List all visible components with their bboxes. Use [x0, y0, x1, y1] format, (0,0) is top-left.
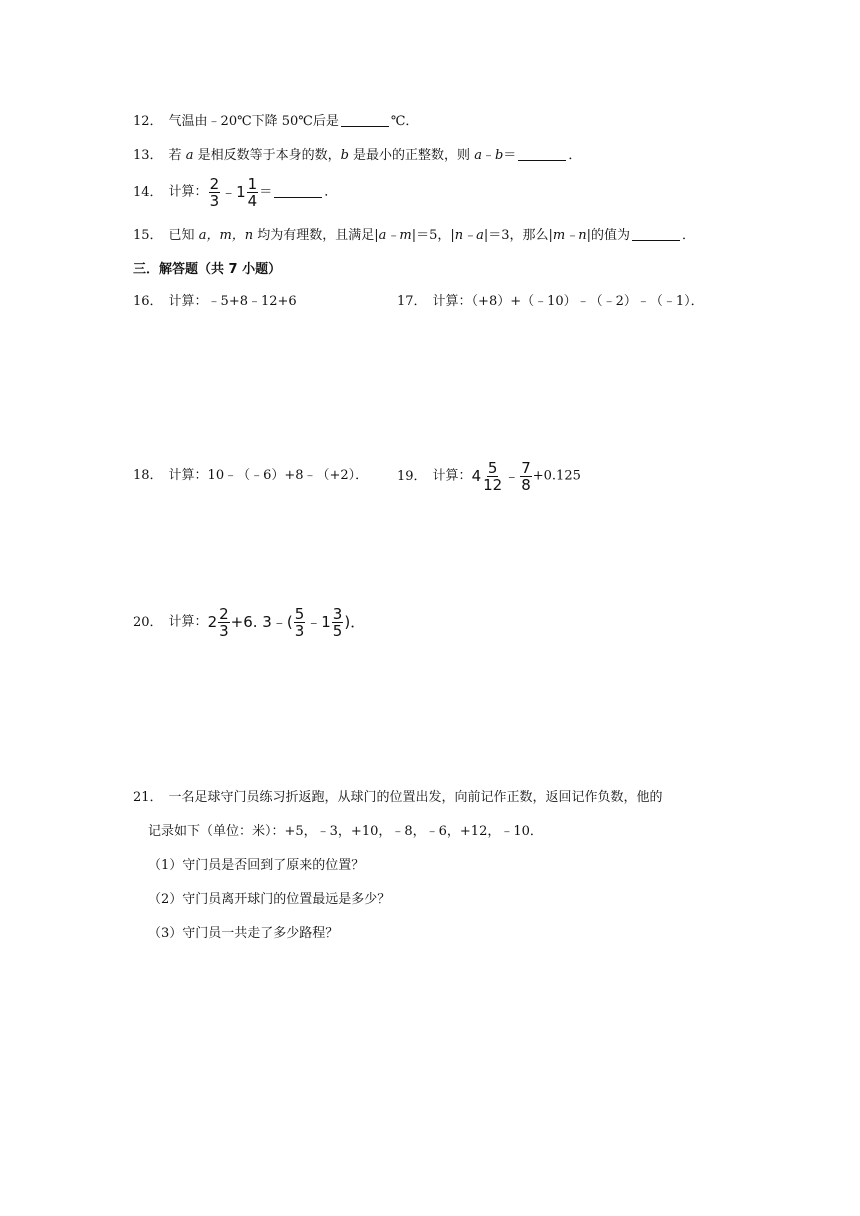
section-heading: 三．解答题（共 7 小题） [133, 262, 282, 277]
period: ． [682, 228, 696, 243]
expression-tail: +0.125 [532, 468, 581, 484]
question-16 [133, 292, 297, 312]
minus-sign: ﹣ [481, 148, 495, 163]
question-text-end: ℃． [390, 114, 419, 129]
whole-part: 4 [471, 467, 482, 485]
question-number: 14． [133, 184, 163, 200]
compute-label: 计算： [432, 468, 472, 484]
denominator: 8 [521, 475, 531, 494]
question-text: 均为有理数，且满足| [253, 228, 379, 243]
question-text: |＝5，| [411, 228, 455, 243]
answer-blank [632, 226, 680, 241]
question-text: 一名足球守门员练习折返跑，从球门的位置出发，向前记作正数，返回记作负数，他的 [168, 790, 663, 805]
question-text: 计算：﹣5+8﹣12+6 [168, 294, 297, 309]
question-number: 13． [133, 148, 163, 163]
question-text: 是相反数等于本身的数， [193, 148, 341, 163]
equals-sign: ＝ [503, 148, 517, 163]
denominator: 3 [219, 621, 229, 640]
expression: a﹣m [378, 228, 412, 243]
numerator: 7 [521, 458, 531, 477]
numerator: 2 [209, 174, 220, 193]
operator: ﹣ [504, 467, 520, 485]
fraction [520, 460, 532, 493]
fraction [482, 460, 503, 493]
whole-part: 2 [207, 613, 218, 631]
fraction [209, 176, 221, 209]
denominator: 3 [209, 191, 220, 210]
sub-question-2: （2）守门员离开球门的位置最远是多少？ [148, 892, 391, 907]
question-number: 19． [397, 468, 427, 484]
expression: n﹣a [454, 228, 484, 243]
question-text: |的值为 [586, 228, 631, 243]
answer-blank [341, 112, 389, 127]
question-number: 15． [133, 228, 163, 243]
question-17 [397, 292, 704, 312]
question-12 [133, 112, 418, 132]
answer-blank [274, 183, 322, 198]
question-number: 20． [133, 614, 163, 630]
question-number: 21． [133, 790, 163, 805]
question-number: 12． [133, 114, 163, 129]
var-a: a [474, 148, 482, 163]
question-text: 计算：（+8）+（﹣10）﹣（﹣2）﹣（﹣1）． [432, 294, 704, 309]
question-19 [397, 456, 581, 497]
question-13 [133, 146, 581, 166]
question-text: 是最小的正整数，则 [348, 148, 475, 163]
var-b: b [494, 148, 504, 163]
answer-blank [518, 146, 566, 161]
expression-end: )． [344, 613, 366, 631]
numerator: 5 [487, 458, 498, 477]
sub-question-3: （3）守门员一共走了多少路程？ [148, 926, 339, 941]
question-15 [133, 226, 695, 246]
var-b: b [340, 148, 349, 163]
var-a: a [185, 148, 194, 163]
question-20 [133, 602, 365, 643]
question-18 [133, 466, 368, 486]
compute-label: 计算： [168, 614, 208, 630]
expression: m﹣n [552, 228, 587, 243]
fraction [247, 176, 259, 209]
variables: a，m，n [198, 228, 254, 243]
numerator: 3 [332, 604, 343, 623]
numerator: 5 [294, 604, 305, 623]
fraction [332, 606, 344, 639]
numerator: 2 [219, 604, 229, 623]
equals-sign: ＝ [259, 184, 273, 200]
question-14 [133, 174, 337, 211]
question-21 [133, 788, 663, 808]
question-text: 若 [168, 148, 186, 163]
compute-label: 计算： [168, 184, 208, 200]
question-number: 18． [133, 468, 163, 483]
operator: ﹣1 [306, 613, 331, 631]
fraction [218, 606, 230, 639]
question-text: 气温由﹣20℃下降 50℃后是 [168, 114, 339, 129]
numerator: 1 [247, 174, 258, 193]
expression-middle: +6. 3﹣( [230, 613, 293, 631]
denominator: 5 [332, 621, 343, 640]
question-number: 16． [133, 294, 163, 309]
denominator: 4 [247, 191, 258, 210]
sub-question-1: （1）守门员是否回到了原来的位置？ [148, 858, 365, 873]
question-number: 17． [397, 294, 427, 309]
denominator: 12 [483, 475, 503, 494]
operator: ﹣1 [221, 183, 246, 201]
question-21-line2: 记录如下（单位：米）：+5，﹣3，+10，﹣8，﹣6，+12，﹣10． [148, 824, 543, 839]
fraction [294, 606, 306, 639]
question-text: 计算：10﹣（﹣6）+8﹣（+2）． [168, 468, 369, 483]
question-text: 已知 [168, 228, 199, 243]
period: ． [568, 148, 582, 163]
denominator: 3 [294, 621, 305, 640]
question-text: |＝3，那么| [483, 228, 553, 243]
period: ． [324, 184, 338, 200]
